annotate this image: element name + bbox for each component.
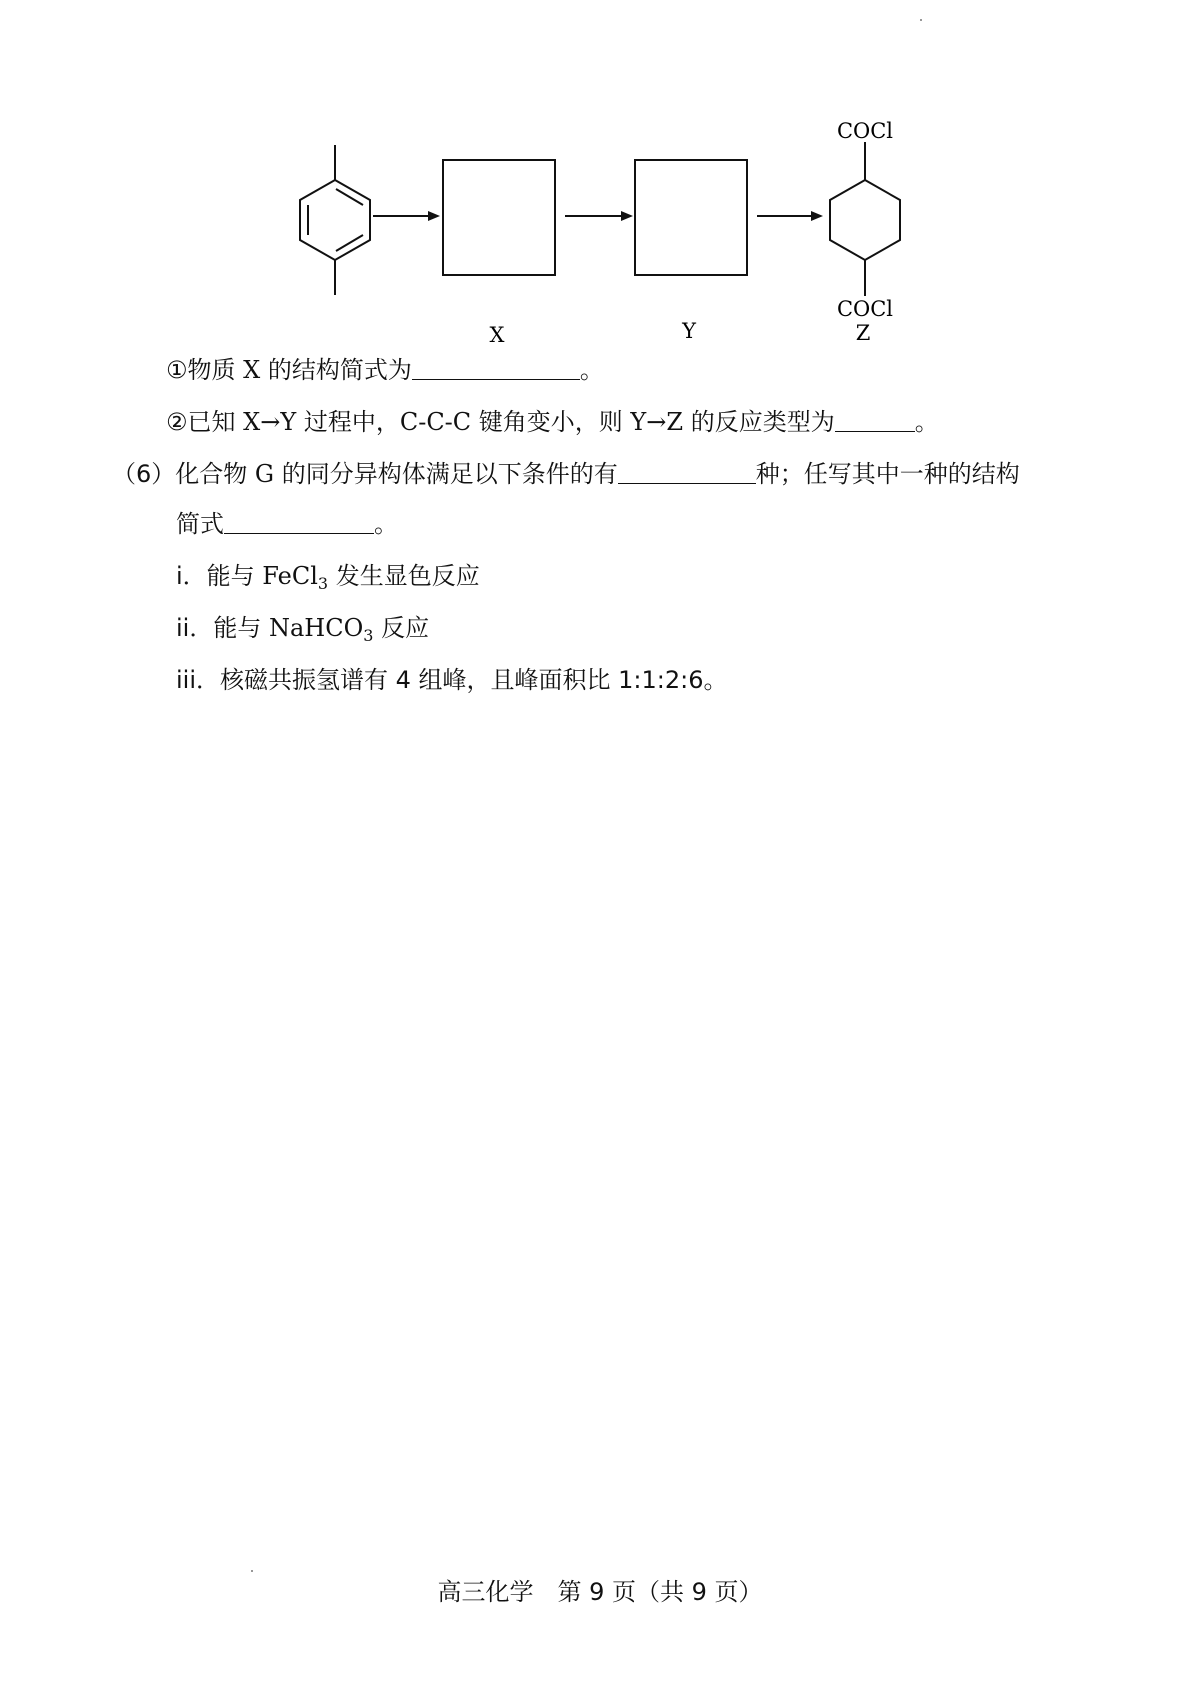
q6-prefix: （6）化合物: [112, 460, 255, 488]
coc-label-bottom: COCl: [836, 297, 894, 321]
reaction-arrow: [757, 211, 823, 221]
q5-item1: [166, 354, 604, 386]
label-x: X: [489, 323, 505, 347]
label-y: Y: [682, 319, 696, 343]
compound-x-answer-box: [443, 160, 555, 275]
cond2-num: ii．能与: [176, 614, 269, 642]
cond1-num: i．能与: [176, 562, 263, 590]
item2-bond: C-C-C: [399, 408, 472, 436]
item2-mid1: 过程中，: [296, 408, 400, 436]
cond2-text: 反应: [373, 614, 430, 642]
compound-y-answer-box: [635, 160, 747, 275]
item2-prefix: ②已知: [166, 408, 244, 436]
cond1-text: 发生显色反应: [328, 562, 480, 590]
cyclohexane-structure: [830, 142, 900, 296]
q6-line2-prefix: 简式: [176, 510, 224, 538]
cond1-subscript: 3: [317, 574, 329, 593]
q6-condition-3: [176, 664, 728, 696]
q6-mid: 的同分异构体满足以下条件的有: [274, 460, 618, 488]
q6-line2-end: 。: [374, 510, 398, 538]
item1-prefix: ①物质: [166, 356, 244, 384]
label-z: Z: [855, 321, 871, 345]
reaction-arrow: [565, 211, 633, 221]
q6-mid2: 种；任写其中一种的结构: [755, 460, 1020, 488]
answer-blank[interactable]: [835, 407, 915, 432]
q6-condition-2: [176, 612, 429, 644]
item2-reaction: X→Y: [243, 408, 297, 436]
cond1-reagent: FeCl: [262, 562, 318, 590]
answer-blank[interactable]: [618, 459, 756, 484]
item1-var: X: [243, 356, 261, 384]
item1-suffix: 的结构简式为: [260, 356, 412, 384]
scan-speck: [920, 19, 922, 21]
answer-blank[interactable]: [412, 355, 580, 380]
item2-mid3: 的反应类型为: [683, 408, 835, 436]
reaction-arrow: [373, 211, 440, 221]
reaction-scheme: [285, 120, 925, 350]
item2-reaction2: Y→Z: [630, 408, 684, 436]
q5-item2: [166, 406, 939, 438]
q6-stem-line2: [176, 508, 398, 540]
item2-mid2: 键角变小，则: [471, 408, 631, 436]
answer-blank[interactable]: [224, 509, 374, 534]
coc-label-top: COCl: [836, 120, 894, 143]
item2-end: 。: [914, 408, 939, 436]
page-footer: 高三化学 第 9 页（共 9 页）: [437, 1578, 763, 1606]
q6-stem: [112, 458, 1020, 490]
cond3-text: iii．核磁共振氢谱有 4 组峰，且峰面积比 1:1:2:6。: [176, 666, 728, 694]
cond2-subscript: 3: [363, 626, 374, 645]
q6-condition-1: [176, 560, 480, 592]
cond2-reagent: NaHCO: [268, 614, 364, 642]
item1-end: 。: [579, 356, 604, 384]
p-xylene-structure: [300, 145, 370, 295]
q6-compound: G: [254, 460, 275, 488]
